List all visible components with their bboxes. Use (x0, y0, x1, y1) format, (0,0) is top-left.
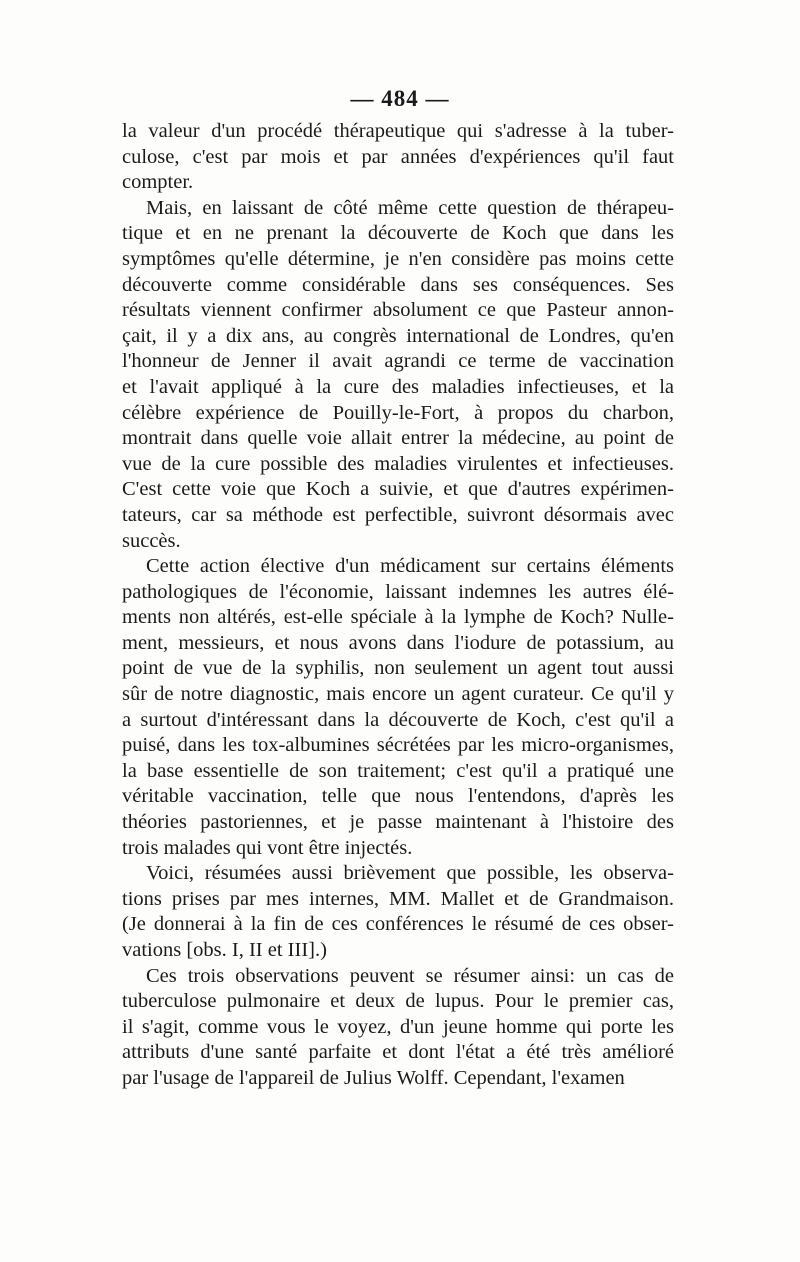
text-line: C'est cette voie que Koch a suivie, et que d'autres expérimen- (122, 478, 674, 501)
text-line: succès. (122, 529, 181, 552)
text-line: trois malades qui vont être injectés. (122, 836, 413, 859)
text-line: symptômes qu'elle détermine, je n'en considère pas moins cette (122, 247, 674, 270)
text-line: ments non altérés, est-elle spéciale à la lymphe de Koch? Nulle- (122, 606, 674, 629)
text-line: tateurs, car sa méthode est perfectible, suivront désormais avec (122, 503, 674, 526)
text-line: Voici, résumées aussi brièvement que possible, les observa- (146, 862, 674, 885)
text-line: célèbre expérience de Pouilly-le-Fort, à propos du charbon, (122, 401, 674, 424)
text-line: ment, messieurs, et nous avons dans l'iodure de potassium, au (122, 631, 674, 654)
page-number: — 484 — (350, 86, 450, 111)
text-line: et l'avait appliqué à la cure des maladies infectieuses, et la (122, 375, 674, 398)
text-line: attributs d'une santé parfaite et dont l'état a été très amélioré (122, 1041, 674, 1064)
text-line: l'honneur de Jenner il avait agrandi ce terme de vaccination (122, 350, 674, 373)
text-line: vue de la cure possible des maladies virulentes et infectieuses. (122, 452, 674, 475)
text-line: culose, c'est par mois et par années d'expériences qu'il faut (122, 145, 674, 168)
text-line: par l'usage de l'appareil de Julius Wolff. Cependant, l'examen (122, 1066, 625, 1089)
text-line: Ces trois observations peuvent se résumer ainsi: un cas de (146, 964, 674, 987)
text-line: tique et en ne prenant la découverte de Koch que dans les (122, 222, 674, 245)
paragraph (122, 119, 674, 196)
text-line: théories pastoriennes, et je passe maintenant à l'histoire des (122, 811, 674, 834)
paragraph (122, 964, 674, 1092)
text-line: tuberculose pulmonaire et deux de lupus. Pour le premier cas, (122, 990, 674, 1013)
text-line: (Je donnerai à la fin de ces conférences le résumé de ces obser- (122, 913, 674, 936)
body-text (122, 119, 674, 1092)
text-line: la valeur d'un procédé thérapeutique qui s'adresse à la tuber- (122, 120, 674, 142)
text-line: résultats viennent confirmer absolument ce que Pasteur annon- (122, 299, 674, 322)
text-line: tions prises par mes internes, MM. Mallet et de Grandmaison. (122, 887, 674, 910)
text-line: a surtout d'intéressant dans la découverte de Koch, c'est qu'il a (122, 708, 674, 731)
text-line: découverte comme considérable dans ses conséquences. Ses (122, 273, 674, 296)
text-line: point de vue de la syphilis, non seulement un agent tout aussi (122, 657, 674, 680)
text-line: véritable vaccination, telle que nous l'entendons, d'après les (122, 785, 674, 808)
paragraph (122, 196, 674, 554)
text-line: la base essentielle de son traitement; c'est qu'il a pratiqué une (122, 759, 674, 782)
text-line: sûr de notre diagnostic, mais encore un agent curateur. Ce qu'il y (122, 683, 674, 706)
text-line: il s'agit, comme vous le voyez, d'un jeune homme qui porte les (122, 1015, 674, 1038)
text-line: çait, il y a dix ans, au congrès international de Londres, qu'en (122, 324, 674, 347)
text-line: puisé, dans les tox-albumines sécrétées par les micro-organismes, (122, 734, 674, 757)
text-line: compter. (122, 171, 194, 194)
paragraph (122, 554, 674, 861)
text-line: Mais, en laissant de côté même cette question de thérapeu- (146, 196, 674, 219)
paragraph (122, 861, 674, 963)
text-line: Cette action élective d'un médicament sur certains éléments (146, 555, 674, 578)
text-line: montrait dans quelle voie allait entrer la médecine, au point de (122, 427, 674, 450)
text-line: pathologiques de l'économie, laissant indemnes les autres élé- (122, 580, 674, 603)
text-line: vations [obs. I, II et III].) (122, 939, 327, 961)
